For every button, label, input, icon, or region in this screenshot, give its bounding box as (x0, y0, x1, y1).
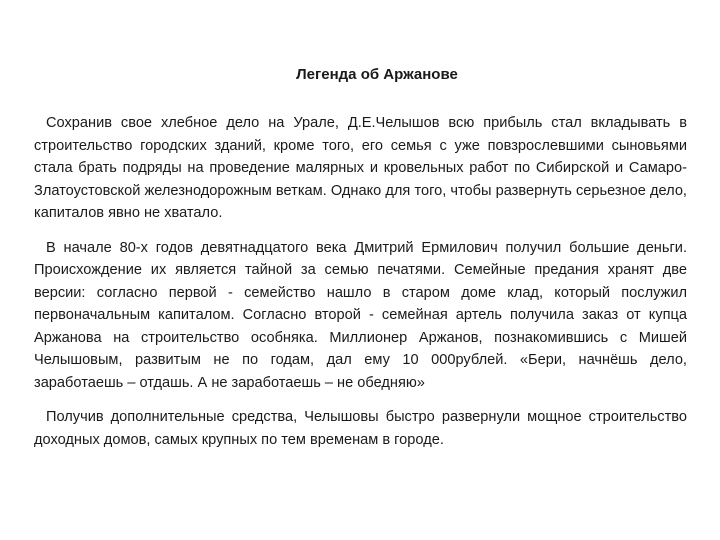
document-title: Легенда об Аржанове (296, 66, 458, 83)
document-body (34, 112, 687, 451)
paragraph-3: Получив дополнительные средства, Челышовы быстро развернули мощное строительство доходных домов, самых крупных по тем временам в городе. (34, 409, 687, 448)
paragraph-2: В начале 80-х годов девятнадцатого века Дмитрий Ермилович получил большие деньги. Происхождение их является тайной за семью печатями. Семейные предания хранят две версии: согласно первой - семейство нашло в старом доме клад, который послужил первоначальным капиталом. Согласно второй - семейная артель получила заказ от купца Аржанова на строительство особняка. Миллионер Аржанов, познакомившись с Мишей Челышовым, развитым не по годам, дал ему 10 000рублей. «Бери, начнёшь дело, заработаешь – отдашь. А не заработаешь – не обедняю» (34, 239, 687, 391)
paragraph-1: Сохранив свое хлебное дело на Урале, Д.Е.Челышов всю прибыль стал вкладывать в строительство городских зданий, кроме того, его семья с уже повзрослевшими сыновьями стала брать подряды на проведение малярных и кровельных работ по Сибирской и Самаро-Златоустовской железнодорожным веткам. Однако для того, чтобы развернуть серьезное дело, капиталов явно не хватало. (34, 115, 687, 221)
